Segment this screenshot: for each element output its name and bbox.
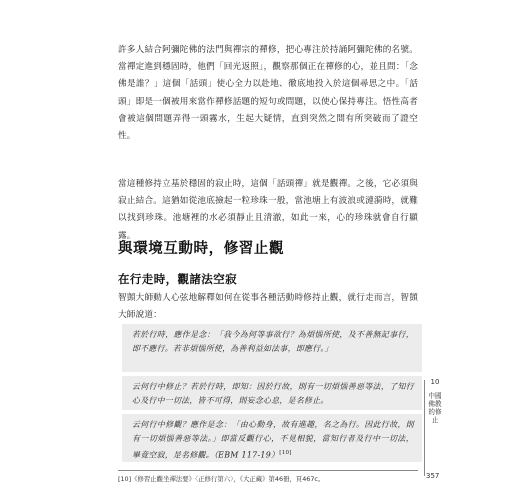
page-number: 357 [426,472,440,480]
section-subheading: 在行走時，觀諸法空寂 [118,272,237,286]
quote-text-3: 云何行中修觀？應作是念：「由心動身，故有進趣，名之為行。因此行故，則有一切煩惱善惡等法。」即當反觀行心，不見相貌，當知行者及行中一切法，畢竟空寂，是名修觀。（EBM 117-19） [132,420,414,460]
footnote-reference: [10] [279,450,292,456]
margin-divider [424,380,425,476]
quote-block-3 [122,414,422,462]
quote-text-1: 若於行時，應作是念：「我今為何等事欲行？為煩惱所使，及不善無記事行，即不應行。若非煩惱所使，為善利益如法事，即應行。」 [132,330,414,353]
body-paragraph-2: 當這種修持立基於穩固的寂止時，這個「話頭禪」就是觀禪。之後，它必須與寂止結合。這猶如從池底撿起一粒珍珠一般，當池塘上有波浪或漣漪時，就難以找到珍珠。池塘裡的水必須靜止且清澈，如此一來，心的珍珠就會自行顯露。 [118,179,418,241]
footnote-text: [10]《修習止觀坐禪法要》〈正修行第六〉，《大正藏》第46冊，頁467c。 [118,475,325,483]
chapter-number: 10 [430,378,440,386]
quote-text-2: 云何行中修止？若於行時，即知：因於行故，則有一切煩惱善惡等法，了知行心及行中一切法，皆不可得，則妄念心息，是名修止。 [132,382,414,405]
section-heading: 與環境互動時，修習止觀 [118,241,285,257]
quote-block-1 [122,324,422,372]
quote-block-2 [122,376,422,410]
chapter-title-vertical: 中國佛教的修止 [428,392,442,424]
section-intro-paragraph: 智顗大師動人心弦地解釋如何在從事各種活動時修持止觀，就行走而言，智顗大師說道： [118,293,418,321]
body-paragraph-1: 許多人結合阿彌陀佛的法門與禪宗的禪修，把心專注於持誦阿彌陀佛的名號。當禪定進到穩固時，他們「回光返照」，觀察那個正在禪修的心，並且問：「念佛是誰？」這個「話頭」使心全力以赴地、徹底地投入於這個尋思之中。「話頭」即是一個被用來當作禪修話題的短句或問題，以使心保持專注。悟性高者會被這個問題弄得一頭霧水，生起大疑情，直到突然之間有所突破而了證空性。 [118,45,418,142]
footnote-divider [118,470,418,471]
